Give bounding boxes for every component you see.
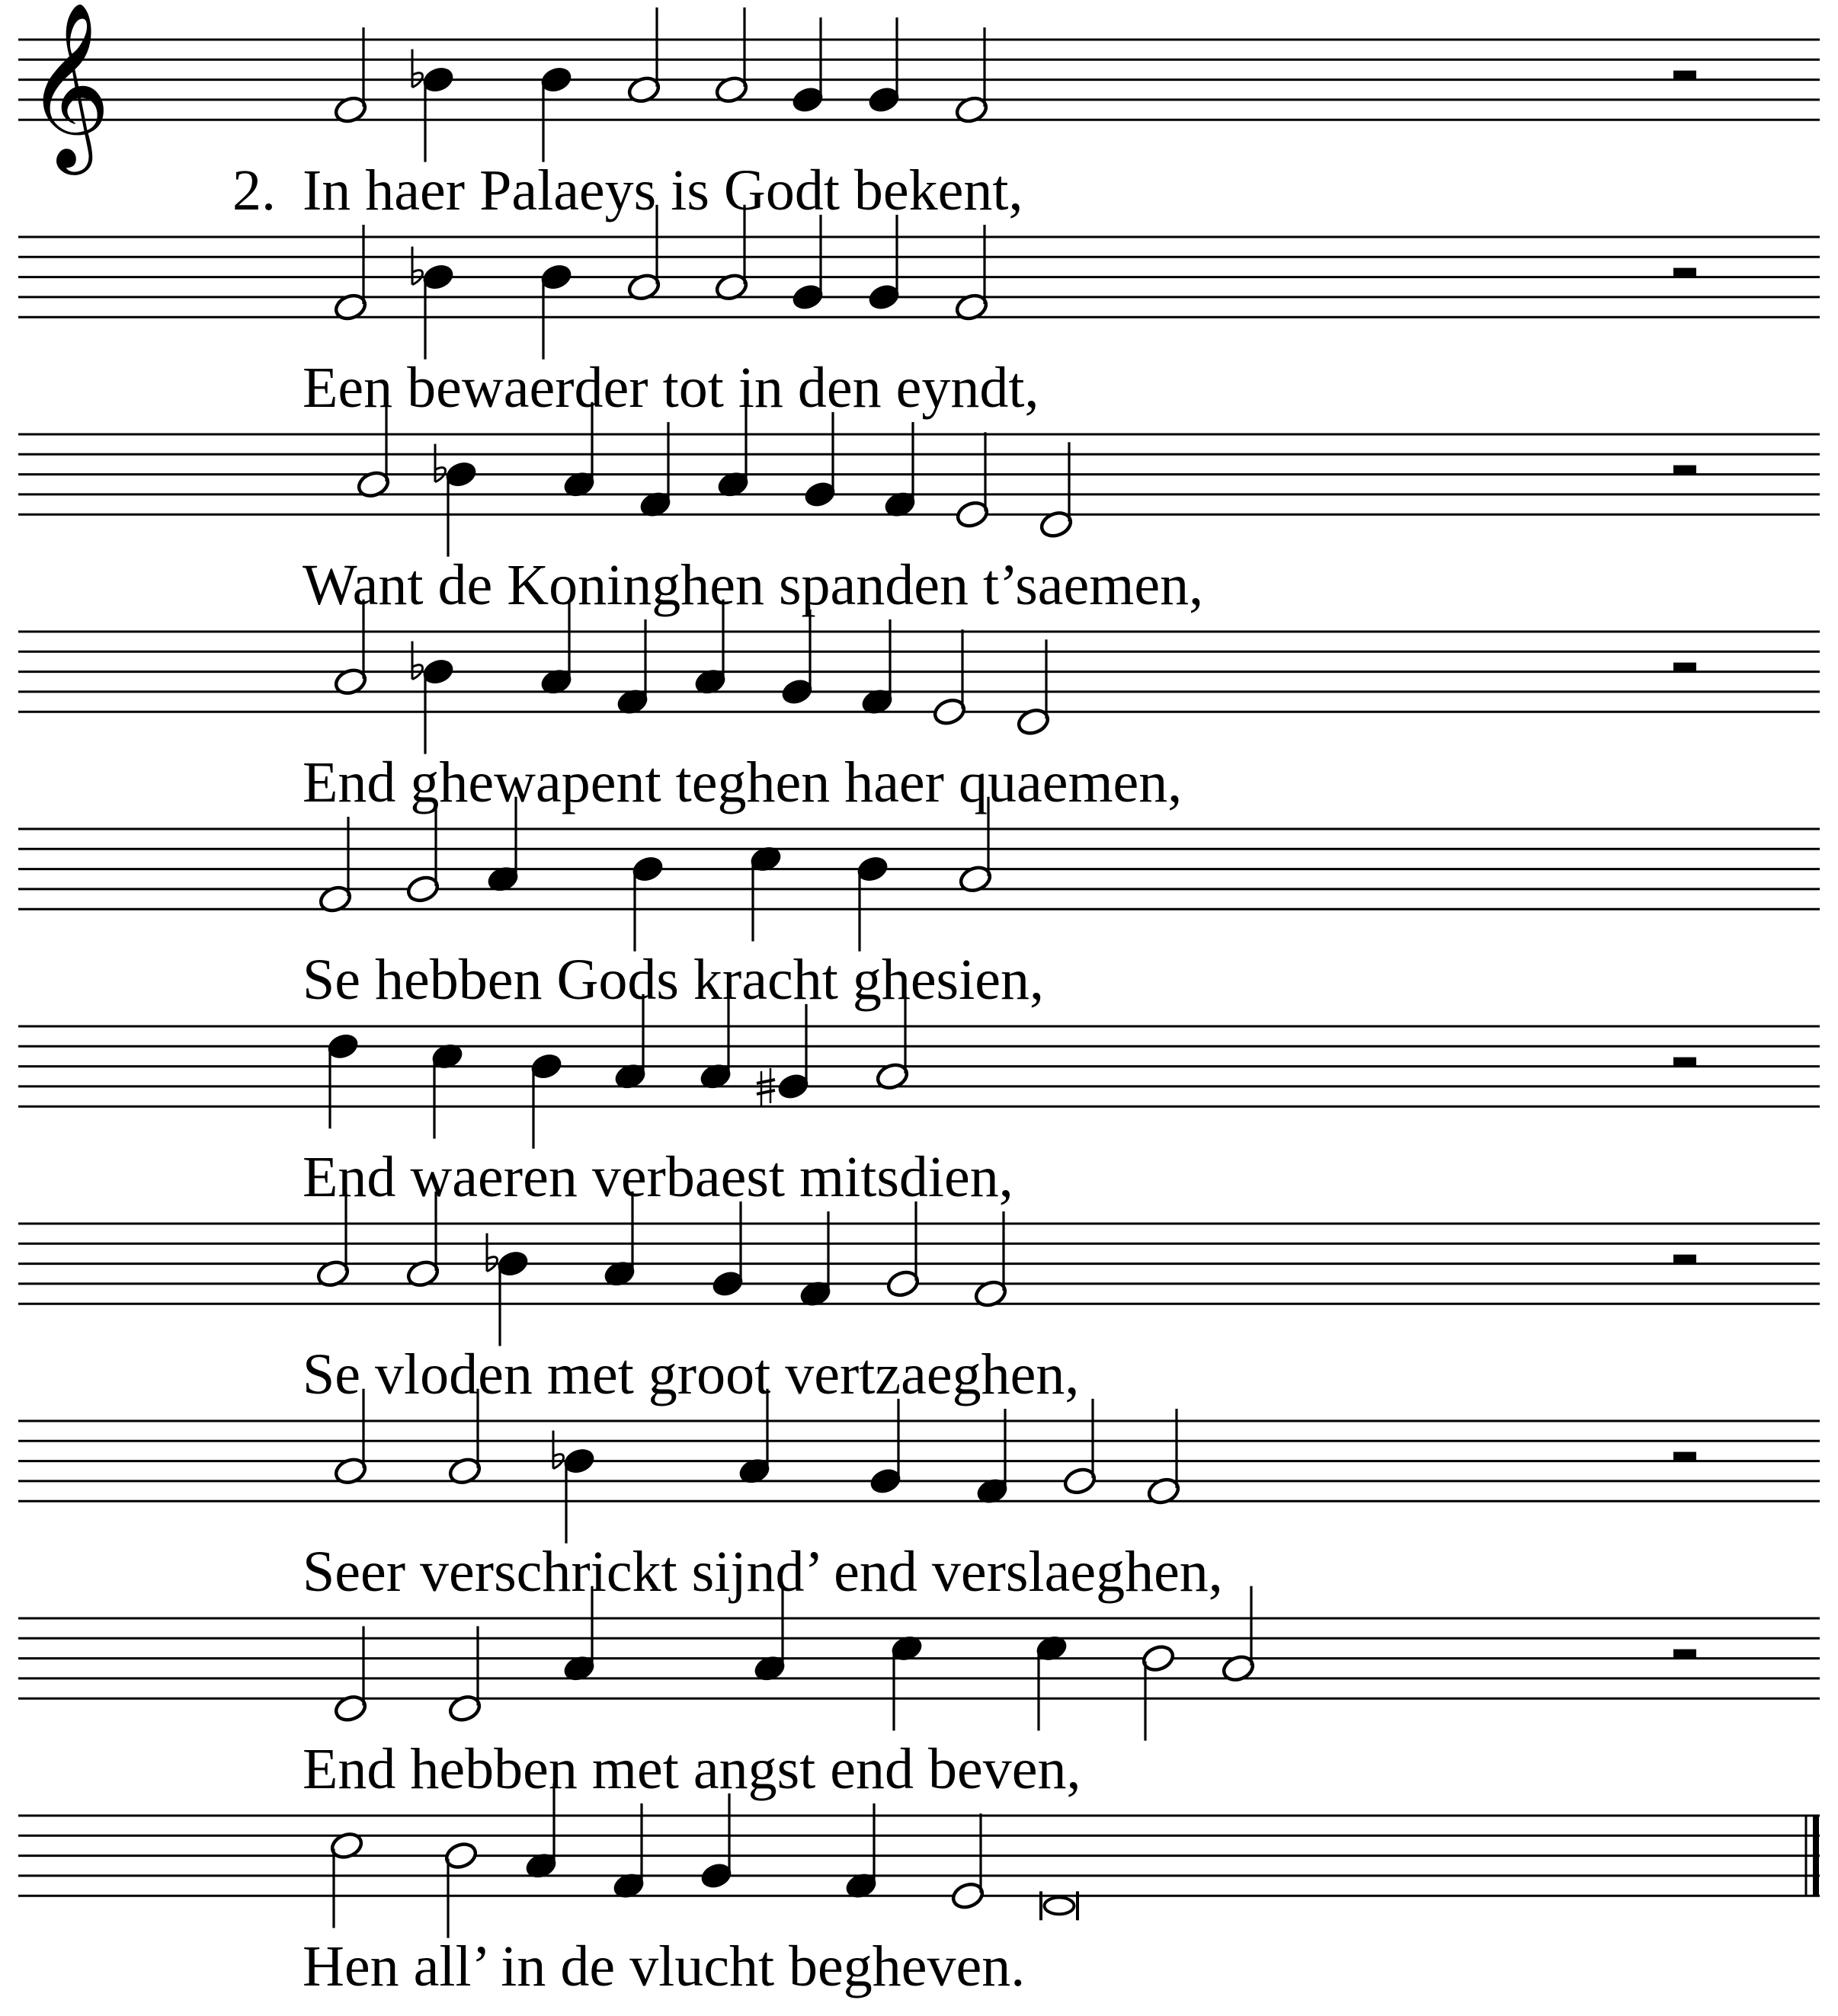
lyric-line: Een bewaerder tot in den eyndt, [303, 356, 1039, 420]
staff-system [18, 1, 1820, 222]
note [318, 817, 354, 914]
note [855, 853, 891, 951]
note [333, 27, 369, 125]
note [630, 853, 666, 951]
note [798, 1211, 834, 1309]
note [1062, 1399, 1098, 1496]
note [790, 18, 826, 115]
sharp-icon [757, 1080, 775, 1083]
staff-system [18, 1586, 1820, 1801]
half-rest-icon [1673, 1650, 1696, 1659]
note [1141, 1643, 1177, 1740]
note [866, 215, 902, 312]
note [412, 247, 456, 360]
note [757, 1004, 811, 1106]
note [329, 1830, 365, 1928]
note [844, 1803, 879, 1901]
lyric-line: Se hebben Gods kracht ghesien, [303, 948, 1044, 1012]
lyric-line: End hebben met angst end beven, [303, 1737, 1081, 1801]
staff-system [18, 797, 1820, 1012]
note [1016, 639, 1052, 737]
half-rest-icon [1673, 663, 1696, 672]
note [412, 642, 456, 754]
note [1039, 442, 1074, 539]
note [973, 1211, 1009, 1309]
note [435, 444, 479, 557]
staff-system [18, 1192, 1820, 1406]
staff-system [18, 205, 1820, 420]
note [790, 215, 826, 312]
note [443, 1840, 479, 1938]
note [748, 843, 784, 941]
note [553, 1431, 597, 1544]
note [950, 1813, 986, 1911]
half-rest-icon [1673, 268, 1696, 277]
half-rest-icon [1673, 71, 1696, 80]
note [638, 422, 674, 520]
note [1146, 1409, 1182, 1506]
lyric-line: Want de Koninghen spanden t’saemen, [303, 553, 1204, 617]
lyric-line: In haer Palaeys is Godt bekent, [303, 158, 1023, 222]
note [885, 1202, 921, 1299]
note [430, 1041, 466, 1138]
note [611, 1803, 647, 1901]
note [333, 225, 369, 322]
lyric-line: Hen all’ in de vlucht begheven. [303, 1934, 1026, 1998]
lyric-line: End ghewapent teghen haer quaemen, [303, 750, 1183, 814]
note [626, 8, 662, 105]
note [487, 1234, 530, 1346]
verse-number: 2. [232, 158, 276, 222]
staff-system [18, 1784, 1820, 1998]
note [932, 629, 968, 727]
note [802, 412, 838, 510]
note [714, 8, 750, 105]
note [882, 422, 918, 520]
lyric-line: End waeren verbaest mitsdien, [303, 1145, 1013, 1209]
note [954, 27, 990, 125]
half-rest-icon [1673, 1255, 1696, 1264]
half-rest-icon [1673, 466, 1696, 475]
treble-clef-icon: 𝄞 [26, 1, 111, 168]
note [860, 619, 895, 717]
note [615, 619, 651, 717]
note [889, 1633, 925, 1730]
note [405, 807, 441, 904]
note [868, 1399, 904, 1496]
staff-system [18, 600, 1820, 814]
note [955, 432, 991, 530]
sharp-icon [757, 1090, 775, 1094]
note [954, 225, 990, 322]
note [539, 64, 575, 162]
half-rest-icon [1673, 1452, 1696, 1461]
note [780, 610, 815, 707]
note [699, 1794, 735, 1891]
note [333, 1626, 369, 1723]
lyric-line: Seer verschrickt sijnd’ end verslaeghen, [303, 1540, 1223, 1604]
staff-system [18, 994, 1820, 1209]
note [710, 1202, 746, 1299]
note [447, 1626, 483, 1723]
staff-system [18, 1389, 1820, 1604]
note [412, 50, 456, 162]
lyric-line: Se vloden met groot vertzaeghen, [303, 1342, 1080, 1406]
note [1221, 1586, 1257, 1684]
half-rest-icon [1673, 1058, 1696, 1067]
note [1034, 1633, 1070, 1730]
note-head [1045, 1897, 1074, 1914]
note [866, 18, 902, 115]
note [539, 261, 575, 359]
note [975, 1409, 1010, 1506]
note [529, 1051, 565, 1148]
note [325, 1031, 361, 1128]
staff-system [18, 402, 1820, 617]
